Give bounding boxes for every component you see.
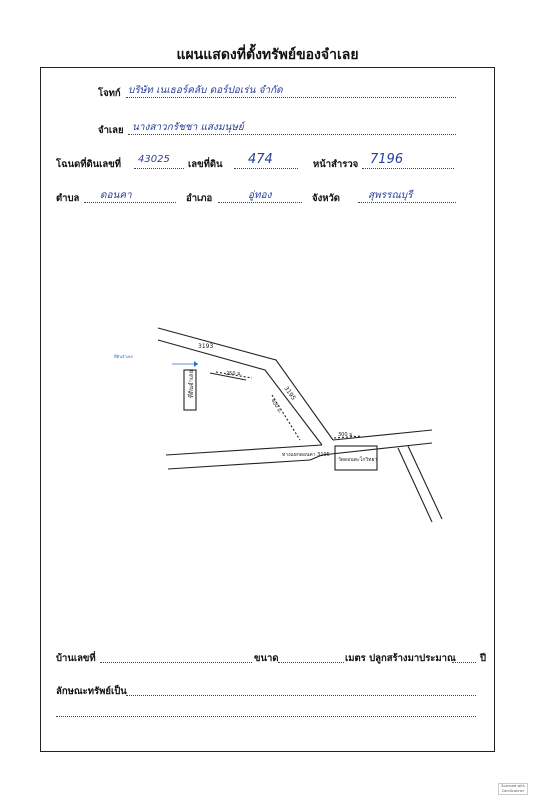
nature-dotted-line-2: [56, 716, 476, 717]
house-no-dotted-line: [100, 662, 252, 663]
wat-label: วัดดอนตะโกวิทยา: [338, 457, 378, 463]
plaintiff-value: บริษัท เนเธอร์คลับ ดอร์ปอเร่น จำกัด: [128, 85, 283, 96]
nature-label: ลักษณะทรัพย์เป็น: [56, 686, 127, 697]
road-label-side: 3195: [282, 385, 297, 402]
distance-label-2: 400 ม.: [269, 397, 283, 415]
house-no-label: บ้านเลขที่: [56, 653, 96, 664]
distance-label-1: 250 ม.: [226, 371, 243, 377]
district-label: อำเภอ: [186, 193, 213, 204]
year-label: ปี: [480, 653, 487, 664]
size-dotted-line: [278, 662, 344, 663]
size-label: ขนาด: [254, 653, 279, 664]
defendant-label: จำเลย: [98, 125, 124, 136]
nature-dotted-line-1: [126, 695, 476, 696]
subdistrict-label: ตำบล: [56, 193, 80, 204]
subdistrict-value: ดอนคา: [100, 190, 132, 201]
deed-value: 43025: [138, 154, 170, 165]
document-title: แผนแสดงที่ตั้งทรัพย์ของจำเลย: [176, 47, 359, 63]
defendant-value: นางสาวกรัชชา แสงมนุษย์: [132, 122, 244, 133]
land-no-value: 474: [248, 152, 273, 167]
district-value: อู่ทอง: [248, 190, 272, 201]
survey-value: 7196: [370, 152, 404, 167]
arrow-note: ที่ดินจำเลย: [114, 354, 133, 359]
deed-label: โฉนดที่ดินเลขที่: [56, 159, 121, 170]
plot-label: ที่ดินจำเลย: [188, 369, 195, 398]
junction-label: ทางแยกดอนคา 3195: [282, 452, 330, 458]
distance-label-3: 300 ม.: [338, 432, 355, 438]
year-dotted-line: [452, 662, 476, 663]
survey-label: หน้าสำรวจ: [313, 159, 359, 170]
road-3193-upper-edge: [158, 340, 322, 445]
land-no-label: เลขที่ดิน: [188, 159, 223, 170]
main-road-lower-edge: [168, 460, 310, 469]
road-label-top: 3193: [198, 343, 214, 350]
branch-road-left-edge: [398, 448, 432, 522]
scanner-badge: Scanned with CamScanner: [498, 783, 528, 795]
build-label: เมตร ปลูกสร้างมาประมาณ: [345, 653, 456, 664]
province-value: สุพรรณบุรี: [368, 190, 413, 201]
province-label: จังหวัด: [312, 193, 340, 204]
plaintiff-label: โจทก์: [98, 88, 121, 99]
arrow-annotation-head: [194, 361, 198, 367]
